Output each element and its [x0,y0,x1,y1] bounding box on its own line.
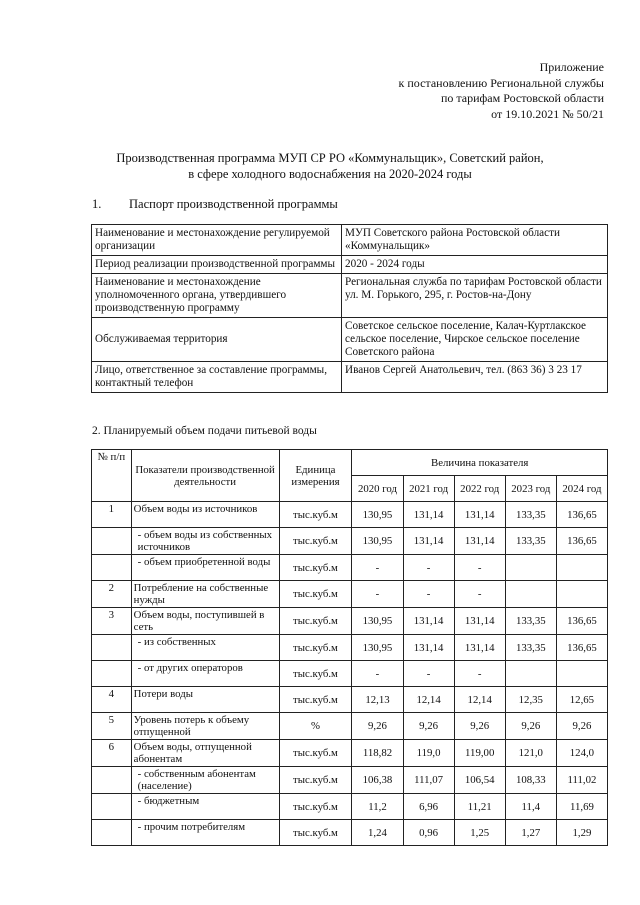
row-value: 136,65 [556,528,607,555]
row-number: 6 [92,740,132,767]
passport-row [92,274,608,318]
row-indicator: Объем воды, отпущенной абонентам [131,740,279,767]
row-value: 12,35 [505,687,556,713]
row-value: 111,02 [556,767,607,794]
passport-label: Наименование и местонахождение уполномоченного органа, утвердившего производственную программу [92,274,342,318]
table-row [92,581,608,608]
title-line-2: в сфере холодного водоснабжения на 2020-2024 годы [188,167,472,181]
row-unit: тыс.куб.м [279,740,352,767]
table-row [92,794,608,820]
table-row [92,555,608,581]
passport-row [92,256,608,274]
row-value: - [403,555,454,581]
row-value: 119,0 [403,740,454,767]
row-unit: тыс.куб.м [279,528,352,555]
row-indicator: - от других операторов [131,661,279,687]
row-value: 108,33 [505,767,556,794]
row-unit: тыс.куб.м [279,555,352,581]
row-value [556,661,607,687]
passport-value: Советское сельское поселение, Калач-Куртлакское сельское поселение, Чирское сельское поселение Советского района [342,318,608,362]
appendix-line-2: к постановлению Региональной службы [398,75,604,90]
row-value: - [352,555,403,581]
table-row [92,528,608,555]
passport-row [92,318,608,362]
row-value [505,555,556,581]
row-number: 4 [92,687,132,713]
row-value: 131,14 [403,608,454,635]
row-value: 1,29 [556,820,607,846]
table-row [92,608,608,635]
row-value: 131,14 [454,608,505,635]
row-value: 12,14 [403,687,454,713]
row-unit: тыс.куб.м [279,794,352,820]
appendix-line-1: Приложение [539,60,604,74]
document-title [80,150,580,182]
row-value: 131,14 [403,528,454,555]
row-value: 106,38 [352,767,403,794]
row-value: 131,14 [403,635,454,661]
row-unit: тыс.куб.м [279,661,352,687]
row-value: - [352,581,403,608]
header-year: 2024 год [556,476,607,502]
row-number: 2 [92,581,132,608]
row-number: 3 [92,608,132,635]
row-value [505,581,556,608]
row-value: 131,14 [454,502,505,528]
title-line-1: Производственная программа МУП СР РО «Коммунальщик», Советский район, [116,151,544,165]
row-indicator: Объем воды, поступившей в сеть [131,608,279,635]
row-value [556,555,607,581]
row-value: 11,2 [352,794,403,820]
row-number [92,528,132,555]
row-value: 136,65 [556,608,607,635]
row-value: 12,65 [556,687,607,713]
table-row [92,661,608,687]
row-value: 121,0 [505,740,556,767]
row-unit: тыс.куб.м [279,687,352,713]
row-indicator: - бюджетным [131,794,279,820]
row-value: 9,26 [454,713,505,740]
row-value: 111,07 [403,767,454,794]
table-row [92,635,608,661]
header-unit: Единица измерения [279,450,352,502]
passport-row [92,362,608,393]
row-number [92,794,132,820]
row-value: 133,35 [505,635,556,661]
row-value: 11,21 [454,794,505,820]
section-1-number: 1. [92,197,102,211]
row-value: 136,65 [556,635,607,661]
row-value: 130,95 [352,528,403,555]
water-supply-table [91,449,608,846]
passport-label: Период реализации производственной программы [92,256,342,274]
header-indicator: Показатели производственной деятельности [131,450,279,502]
row-value: - [454,581,505,608]
row-value: 118,82 [352,740,403,767]
row-unit: % [279,713,352,740]
row-value: 9,26 [505,713,556,740]
row-indicator: - объем приобретенной воды [131,555,279,581]
row-value: 130,95 [352,608,403,635]
header-year: 2023 год [505,476,556,502]
header-year: 2021 год [403,476,454,502]
row-unit: тыс.куб.м [279,767,352,794]
row-number: 5 [92,713,132,740]
table-row [92,820,608,846]
appendix-line-4: от 19.10.2021 № 50/21 [491,106,604,121]
row-value: 9,26 [352,713,403,740]
row-number [92,767,132,794]
row-number: 1 [92,502,132,528]
row-unit: тыс.куб.м [279,608,352,635]
row-value: 130,95 [352,635,403,661]
row-value: 133,35 [505,502,556,528]
row-indicator: Потери воды [131,687,279,713]
header-value: Величина показателя [352,450,608,476]
passport-value: Иванов Сергей Анатольевич, тел. (863 36) 3 23 17 [342,362,608,393]
row-indicator: - объем воды из собственных источников [131,528,279,555]
row-value [556,581,607,608]
row-value: 124,0 [556,740,607,767]
appendix-line-3: по тарифам Ростовской области [440,91,604,105]
row-value: 1,24 [352,820,403,846]
table-row [92,740,608,767]
row-value [505,661,556,687]
row-value: 119,00 [454,740,505,767]
table-header-row [92,450,608,476]
row-value: 130,95 [352,502,403,528]
row-value: 11,4 [505,794,556,820]
row-value: - [454,555,505,581]
row-indicator: Объем воды из источников [131,502,279,528]
row-number [92,555,132,581]
row-value: - [352,661,403,687]
row-value: - [403,661,454,687]
row-value: 133,35 [505,608,556,635]
passport-table [91,224,608,393]
passport-value: МУП Советского района Ростовской области «Коммунальщик» [342,225,608,256]
table-row [92,767,608,794]
passport-value: Региональная служба по тарифам Ростовской области ул. М. Горького, 295, г. Ростов-на-Дону [342,274,608,318]
section-2-heading: 2. Планируемый объем подачи питьевой воды [92,425,317,437]
row-value: 131,14 [454,635,505,661]
row-number [92,635,132,661]
passport-row [92,225,608,256]
header-year: 2022 год [454,476,505,502]
passport-label: Обслуживаемая территория [92,318,342,362]
row-value: 131,14 [454,528,505,555]
row-unit: тыс.куб.м [279,635,352,661]
passport-value: 2020 - 2024 годы [342,256,608,274]
row-value: 106,54 [454,767,505,794]
row-indicator: - собственным абонентам (население) [131,767,279,794]
row-indicator: - из собственных [131,635,279,661]
table-row [92,713,608,740]
appendix-header [364,60,604,122]
passport-label: Лицо, ответственное за составление программы, контактный телефон [92,362,342,393]
row-value: 9,26 [556,713,607,740]
row-number [92,820,132,846]
row-unit: тыс.куб.м [279,581,352,608]
row-indicator: Потребление на собственные нужды [131,581,279,608]
row-indicator: Уровень потерь к объему отпущенной [131,713,279,740]
table-row [92,502,608,528]
row-indicator: - прочим потребителям [131,820,279,846]
header-year: 2020 год [352,476,403,502]
table-row [92,687,608,713]
row-unit: тыс.куб.м [279,820,352,846]
row-value: 1,25 [454,820,505,846]
section-1-title: Паспорт производственной программы [129,197,338,211]
row-value: 9,26 [403,713,454,740]
row-value: - [403,581,454,608]
row-value: 6,96 [403,794,454,820]
header-number: № п/п [92,450,132,502]
row-value: 136,65 [556,502,607,528]
row-value: - [454,661,505,687]
row-value: 12,13 [352,687,403,713]
row-value: 0,96 [403,820,454,846]
row-value: 11,69 [556,794,607,820]
row-value: 133,35 [505,528,556,555]
row-unit: тыс.куб.м [279,502,352,528]
passport-label: Наименование и местонахождение регулируемой организации [92,225,342,256]
section-1-heading [92,197,338,212]
row-value: 1,27 [505,820,556,846]
row-number [92,661,132,687]
row-value: 131,14 [403,502,454,528]
row-value: 12,14 [454,687,505,713]
